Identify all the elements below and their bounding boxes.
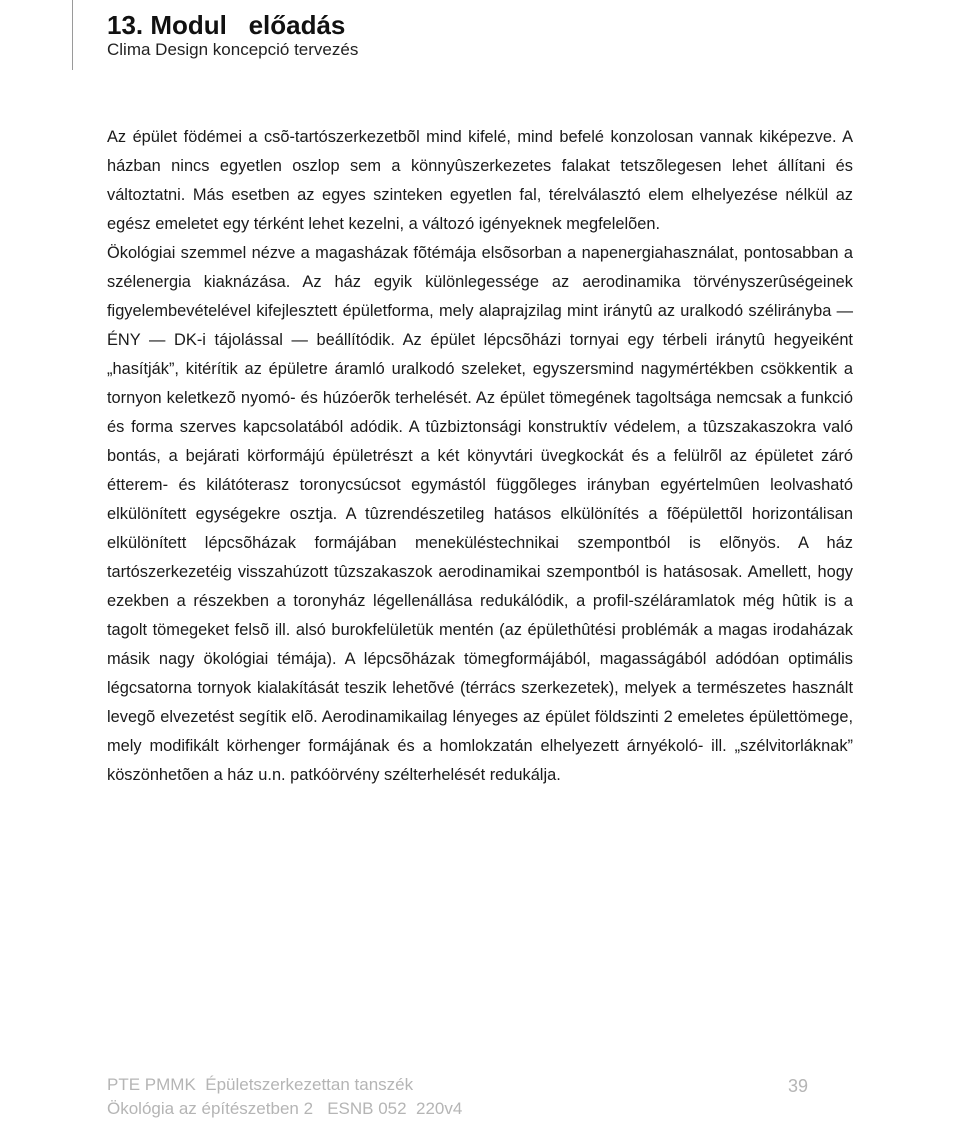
module-subtitle: Clima Design koncepció tervezés	[107, 40, 359, 59]
footer-course: Ökológia az építészetben 2 ESNB 052 220v4	[107, 1099, 463, 1118]
page-footer	[107, 1073, 827, 1121]
module-title: 13. Modul előadás	[107, 10, 346, 40]
paragraph-structure: Az épület födémei a csõ-tartószerkezetbõl mind kifelé, mind befelé konzolosan vannak kiképezve. A házban nincs egyetlen oszlop sem a könnyûszerkezetes falakat tetszõlegesen lehet állítani és változtatni. Más esetben az egyes szinteken egyetlen fal, térelválasztó elem elhelyezése nélkül az egész emeletet egy térként lehet kezelni, a változó igényeknek megfelelõen.	[107, 128, 853, 233]
page-number: 39	[788, 1076, 809, 1096]
page-header	[107, 10, 358, 60]
paragraph-ecology: Ökológiai szemmel nézve a magasházak fõtémája elsõsorban a napenergiahasználat, pontosabban a szélenergia kiaknázása. Az ház egyik különlegessége az aerodinamika törvényszerûségeinek figyelembevételével kifejlesztett épületforma, mely alaprajzilag mint iránytû az uralkodó szélirányba — ÉNY — DK-i tájolással — beállítódik. Az épület lépcsõházi tornyai egy térbeli iránytû hegyeiként „hasítják”, kitérítik az épületre áramló uralkodó szeleket, egyszersmind nagymértékben csökkentik a tornyon keletkezõ nyomó- és húzóerõk terhelését. Az épület tömegének tagoltsága nemcsak a funkció és forma szerves kapcsolatából adódik. A tûzbiztonsági konstruktív védelem, a tûzszakaszokra való bontás, a bejárati körformájú épületrészt a két könyvtári üvegkockát és a felülrõl az épületet záró étterem- és kilátóterasz toronycsúcsot egymástól függõleges irányban egyértelmûen leolvasható elkülönített egységekre osztja. A tûzrendészetileg hatásos elkülönítés a fõépülettõl horizontálisan elkülönített lépcsõházak formájában meneküléstechnikai szempontból is elõnyös. A ház tartószerkezetéig visszahúzott tûzszakaszok aerodinamikai szempontból is hatásosak. Amellett, hogy ezekben a részekben a toronyház légellenállása redukálódik, a profil-széláramlatok még hûtik is a tagolt tömegeket felsõ ill. alsó burokfelületük mentén (az épülethûtési problémák a magas irodaházak másik nagy ökológiai témája). A lépcsõházak tömegformájából, magasságából adódóan optimális légcsatorna tornyok kialakítását teszik lehetõvé (térrács szerkezetek), melyek a természetes használt levegõ elvezetést segítik elõ. Aerodinamikailag lényeges az épület földszinti 2 emeletes épülettömege, mely modifikált körhenger formájának és a homlokzatán elhelyezett árnyékoló- ill. „szélvitorláknak” köszönhetõen a ház u.n. patkóörvény szélterhelését redukálja.	[107, 244, 853, 784]
body-text	[107, 123, 853, 790]
header-divider-line	[72, 0, 73, 70]
footer-department: PTE PMMK Épületszerkezettan tanszék	[107, 1075, 414, 1094]
